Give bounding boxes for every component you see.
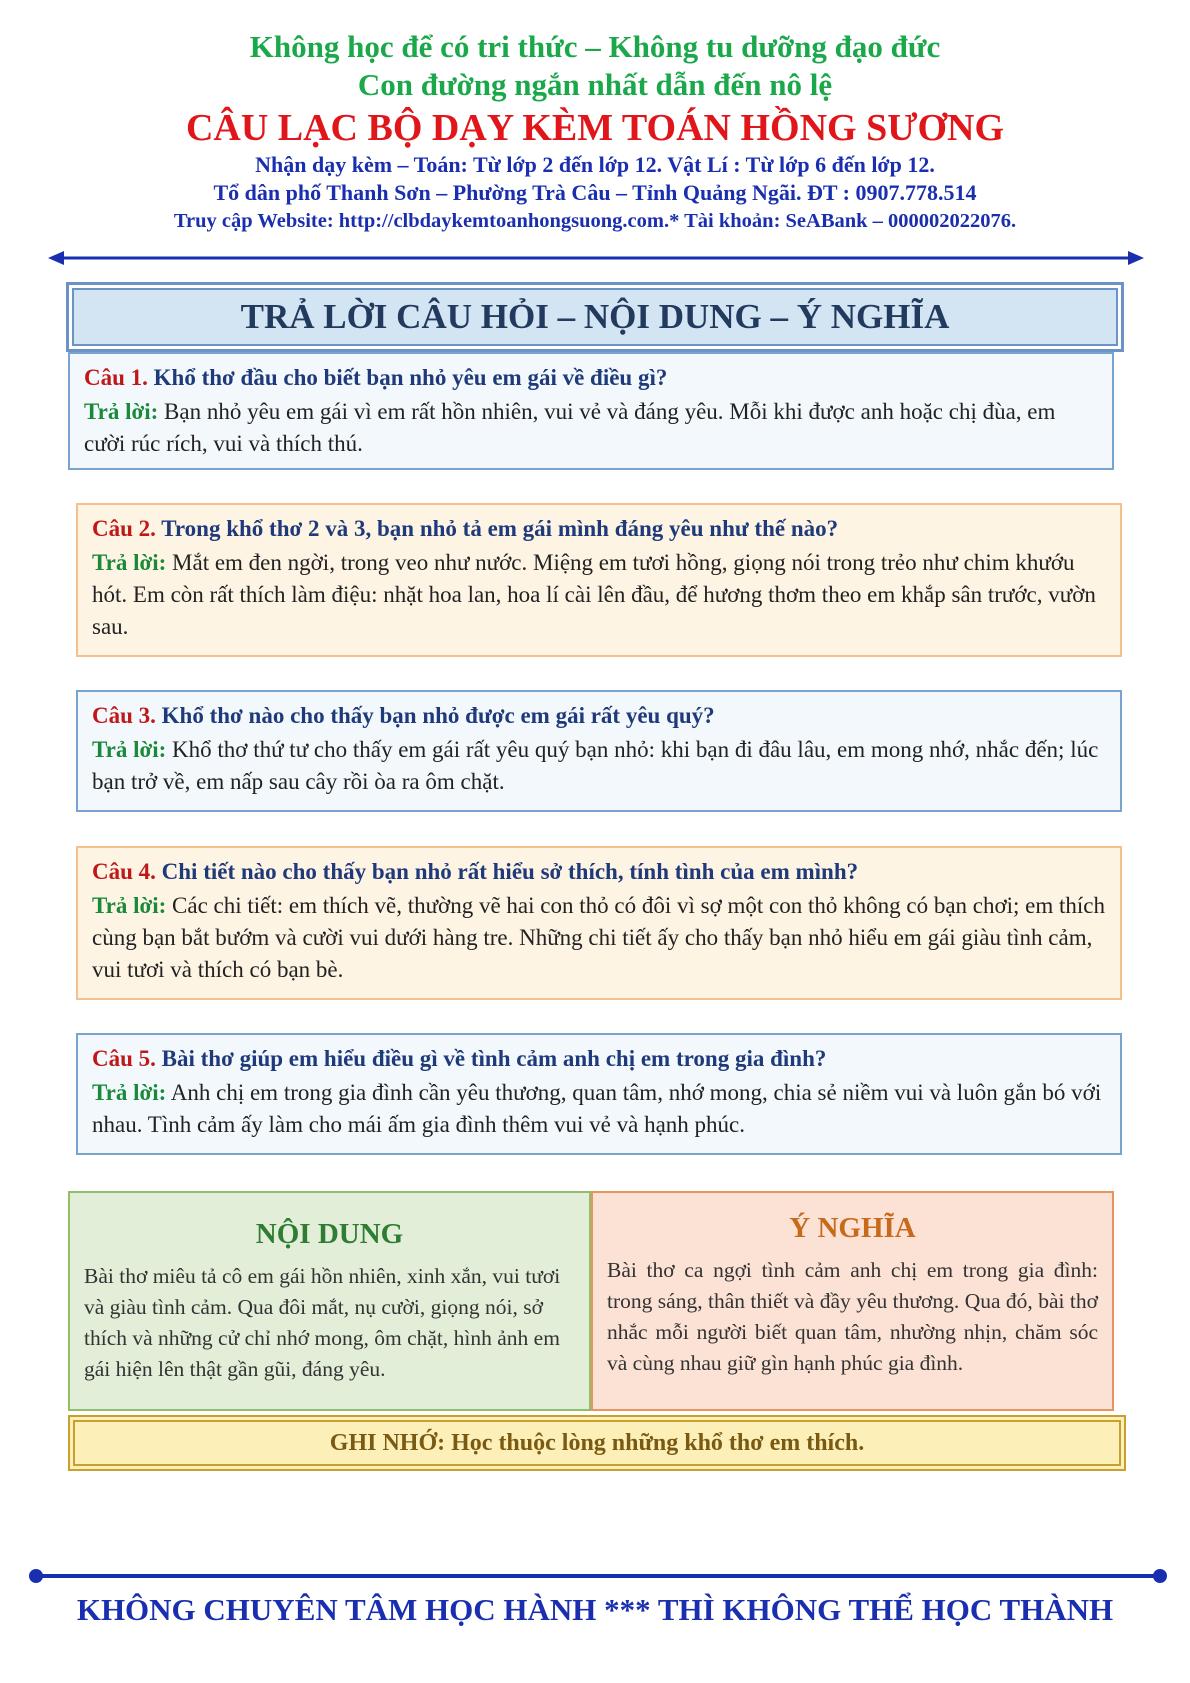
question-body: Khổ thơ nào cho thấy bạn nhỏ được em gái rất yêu quý? (161, 703, 715, 728)
answer-label: Trả lời: (92, 893, 167, 918)
double-arrow-divider (48, 251, 1144, 265)
question-text (92, 856, 1106, 888)
answer-text (92, 734, 1106, 798)
question-number: Câu 1. (84, 365, 148, 390)
y-nghia-text: Bài thơ ca ngợi tình cảm anh chị em trong gia đình: trong sáng, thân thiết và đầy yêu thương. Qua đó, bài thơ nhắc mỗi người biết quan tâm, nhường nhịn, chăm sóc và cùng nhau giữ gìn hạnh phúc gia đình. (607, 1258, 1098, 1375)
answer-label: Trả lời: (92, 550, 167, 575)
answer-label: Trả lời: (92, 1080, 167, 1105)
answer-text (92, 890, 1106, 986)
question-text (92, 1043, 1106, 1075)
question-number: Câu 3. (92, 703, 156, 728)
info-line-3: Truy cập Website: http://clbdaykemtoanhongsuong.com.* Tài khoản: SeABank – 000002022076. (173, 210, 1017, 232)
answer-text (92, 1077, 1106, 1141)
question-body: Khổ thơ đầu cho biết bạn nhỏ yêu em gái về điều gì? (153, 365, 668, 390)
y-nghia-title: Ý NGHĨA (789, 1212, 916, 1244)
answer-text (92, 547, 1106, 643)
noi-dung-box (68, 1191, 591, 1411)
question-number: Câu 4. (92, 859, 156, 884)
motto-line-1: Không học để có tri thức – Không tu dưỡng đạo đức (249, 29, 941, 64)
info-line-1: Nhận dạy kèm – Toán: Từ lớp 2 đến lớp 12. Vật Lí : Từ lớp 6 đến lớp 12. (255, 152, 935, 177)
question-number: Câu 5. (92, 1046, 156, 1071)
question-5 (76, 1033, 1122, 1155)
section-title: TRẢ LỜI CÂU HỎI – NỘI DUNG – Ý NGHĨA (66, 282, 1124, 352)
question-4 (76, 846, 1122, 1000)
answer-label: Trả lời: (84, 399, 159, 424)
noi-dung-text: Bài thơ miêu tả cô em gái hồn nhiên, xinh xắn, vui tươi và giàu tình cảm. Qua đôi mắt, nụ cười, giọng nói, sở thích và những cử chỉ nhớ mong, ôm chặt, hình ảnh em gái hiện lên thật gần gũi, đáng yêu. (84, 1264, 561, 1381)
question-3 (76, 690, 1122, 812)
answer-body: Bạn nhỏ yêu em gái vì em rất hồn nhiên, vui vẻ và đáng yêu. Mỗi khi được anh hoặc chị đùa, em cười rúc rích, vui và thích thú. (84, 399, 1056, 456)
footer-slogan: KHÔNG CHUYÊN TÂM HỌC HÀNH *** THÌ KHÔNG THỂ HỌC THÀNH (76, 1592, 1114, 1627)
answer-label: Trả lời: (92, 737, 167, 762)
header (0, 28, 1190, 235)
motto-line-2: Con đường ngắn nhất dẫn đến nô lệ (357, 67, 833, 102)
question-2 (76, 503, 1122, 657)
footer-divider (28, 1568, 1168, 1584)
club-name: CÂU LẠC BỘ DẠY KÈM TOÁN HỒNG SƯƠNG (185, 107, 1005, 149)
y-nghia-box (591, 1191, 1114, 1411)
info-line-2: Tổ dân phố Thanh Sơn – Phường Trà Câu – Tỉnh Quảng Ngãi. ĐT : 0907.778.514 (213, 180, 977, 205)
ghi-nho-note: GHI NHỚ: Học thuộc lòng những khổ thơ em thích. (68, 1415, 1126, 1471)
question-number: Câu 2. (92, 516, 156, 541)
answer-body: Mắt em đen ngời, trong veo như nước. Miệng em tươi hồng, giọng nói trong trẻo như chim khướu hót. Em còn rất thích làm điệu: nhặt hoa lan, hoa lí cài lên đầu, để hương thơm theo em khắp sân trước, vườn sau. (92, 550, 1096, 639)
question-text (84, 362, 1098, 394)
question-1 (68, 352, 1114, 470)
noi-dung-title: NỘI DUNG (255, 1218, 404, 1250)
answer-text (84, 396, 1098, 460)
answer-body: Anh chị em trong gia đình cần yêu thương, quan tâm, nhớ mong, chia sẻ niềm vui và luôn gắn bó với nhau. Tình cảm ấy làm cho mái ấm gia đình thêm vui vẻ và hạnh phúc. (92, 1080, 1102, 1137)
answer-body: Khổ thơ thứ tư cho thấy em gái rất yêu quý bạn nhỏ: khi bạn đi đâu lâu, em mong nhớ, nhắc đến; lúc bạn trở về, em nấp sau cây rồi òa ra ôm chặt. (92, 737, 1099, 794)
question-body: Bài thơ giúp em hiểu điều gì về tình cảm anh chị em trong gia đình? (161, 1046, 827, 1071)
question-text (92, 700, 1106, 732)
question-text (92, 513, 1106, 545)
answer-body: Các chi tiết: em thích vẽ, thường vẽ hai con thỏ có đôi vì sợ một con thỏ không có bạn chơi; em thích cùng bạn bắt bướm và cười vui dưới hàng tre. Những chi tiết ấy cho thấy bạn nhỏ hiểu em gái giàu tình cảm, vui tươi và thích có bạn bè. (92, 893, 1106, 982)
question-body: Trong khổ thơ 2 và 3, bạn nhỏ tả em gái mình đáng yêu như thế nào? (161, 516, 839, 541)
question-body: Chi tiết nào cho thấy bạn nhỏ rất hiểu sở thích, tính tình của em mình? (161, 859, 859, 884)
